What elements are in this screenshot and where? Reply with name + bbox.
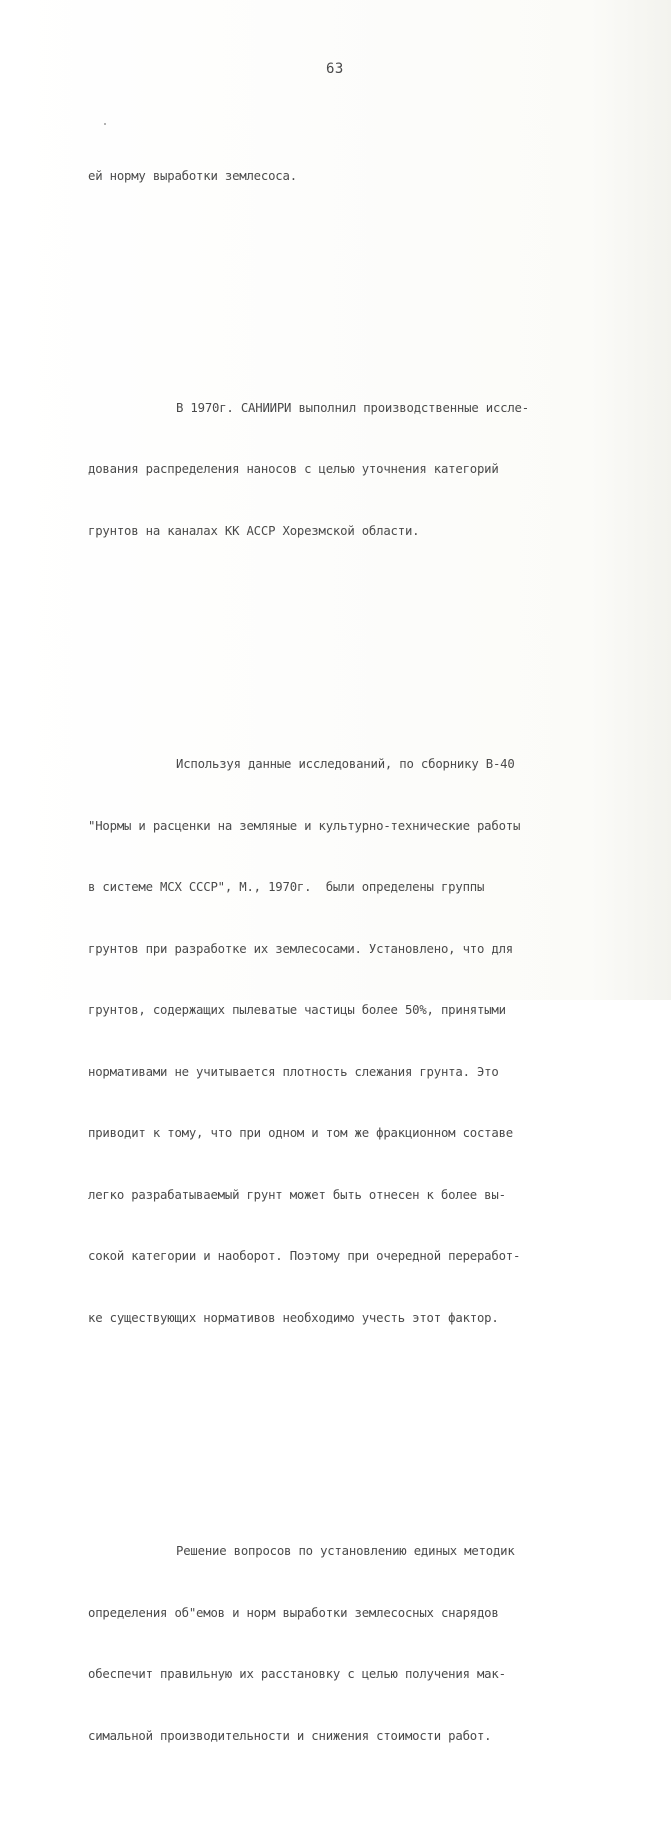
text-line: грунтов при разработке их землесосами. Установлено, что для — [88, 941, 513, 956]
text-line: Решение вопросов по установлению единых методик — [176, 1544, 515, 1558]
text-line: в системе МСХ СССР", М., 1970г. были определены группы — [88, 880, 485, 894]
paragraph-norms-analysis — [88, 713, 588, 1369]
paragraph-conclusion — [88, 1500, 588, 1787]
text-line: приводит к тому, что при одном и том же фракционном составе — [88, 1126, 513, 1140]
document-body — [88, 84, 588, 1828]
text-line: Используя данные исследований, по сборнику В-40 — [176, 757, 515, 771]
text-line: симальной производительности и снижения стоимости работ. — [88, 1728, 492, 1743]
text-line: ке существующих нормативов необходимо учесть этот фактор. — [88, 1310, 499, 1325]
text-line: определения об"емов и норм выработки землесосных снарядов — [88, 1605, 499, 1620]
text-line: нормативами не учитывается плотность слежания грунта. Это — [88, 1064, 499, 1079]
text-line: грунтов на каналах КК АССР Хорезмской области. — [88, 523, 420, 538]
text-line: ей норму выработки землесоса. — [88, 169, 297, 183]
page-number: 63 — [326, 61, 344, 77]
text-line: грунтов, содержащих пылеватые частицы более 50%, принятыми — [88, 1003, 506, 1017]
paragraph-continuation — [88, 125, 588, 228]
text-line: В 1970г. САНИИРИ выполнил производственные иссле- — [176, 400, 529, 415]
text-line: легко разрабатываемый грунт может быть отнесен к более вы- — [88, 1187, 506, 1202]
text-line: "Нормы и расценки на земляные и культурно-технические работы — [88, 818, 521, 833]
text-line: дования распределения наносов с целью уточнения категорий — [88, 462, 499, 476]
text-line: обеспечит правильную их расстановку с целью получения мак- — [88, 1667, 506, 1681]
paragraph-saniiri-study — [88, 357, 588, 583]
text-line: сокой категории и наоборот. Поэтому при очередной переработ- — [88, 1249, 521, 1263]
